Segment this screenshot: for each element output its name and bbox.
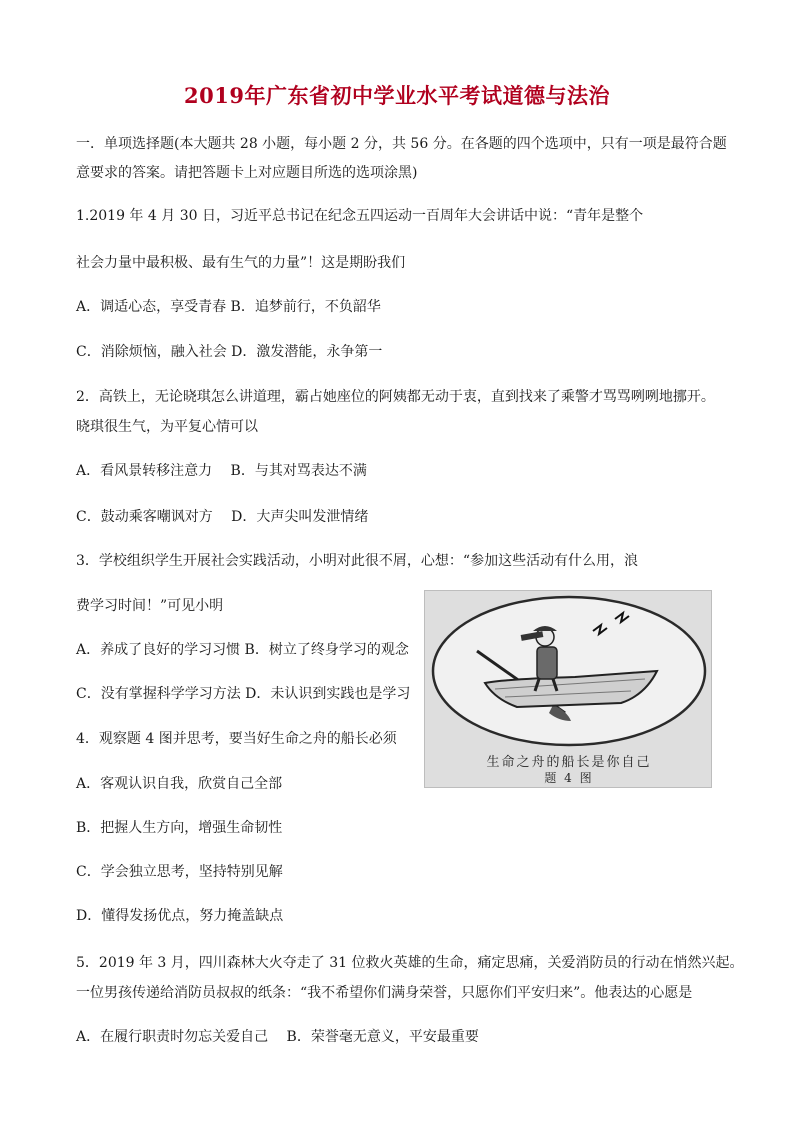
q5-stem-line-2: 一位男孩传递给消防员叔叔的纸条：“我不希望你们满身荣誉，只愿你们平安归来”。他表达的心愿是: [76, 985, 693, 1001]
q4-option-d: D．懂得发扬优点，努力掩盖缺点: [76, 908, 284, 924]
q3-stem-line-2: 费学习时间！”可见小明: [76, 598, 224, 614]
q2-stem-line-1: 2．高铁上，无论晓琪怎么讲道理，霸占她座位的阿姨都无动于衷，直到找来了乘警才骂骂咧咧地挪开。: [76, 389, 715, 405]
page-title: 2019年广东省初中学业水平考试道德与法治: [184, 83, 610, 108]
q2-option-ab: A．看风景转移注意力 B．与其对骂表达不满: [76, 463, 367, 479]
q1-stem-line-1: 1.2019 年 4 月 30 日，习近平总书记在纪念五四运动一百周年大会讲话中说：“青年是整个: [76, 208, 644, 224]
q2-option-cd: C．鼓动乘客嘲讽对方 D．大声尖叫发泄情绪: [76, 509, 369, 525]
q2-stem-line-2: 晓琪很生气，为平复心情可以: [76, 419, 258, 435]
q4-option-c: C．学会独立思考，坚持特别见解: [76, 864, 283, 880]
q3-stem-line-1: 3．学校组织学生开展社会实践活动，小明对此很不屑，心想：“参加这些活动有什么用，浪: [76, 553, 639, 569]
q1-option-ab: A．调适心态，享受青春 B．追梦前行，不负韶华: [76, 299, 381, 315]
q3-option-ab: A．养成了良好的学习习惯 B．树立了终身学习的观念: [76, 642, 409, 658]
q5-option-ab: A．在履行职责时勿忘关爱自己 B．荣誉毫无意义，平安最重要: [76, 1029, 479, 1045]
q4-stem: 4．观察题 4 图并思考，要当好生命之舟的船长必须: [76, 731, 397, 747]
figure-label: 题 4 图: [544, 771, 594, 785]
q1-option-cd: C．消除烦恼，融入社会 D．激发潜能，永争第一: [76, 344, 383, 360]
q4-option-b: B．把握人生方向，增强生命韧性: [76, 820, 283, 836]
q3-option-cd: C．没有掌握科学学习方法 D．未认识到实践也是学习: [76, 686, 411, 702]
q1-stem-line-2: 社会力量中最积极、最有生气的力量”！这是期盼我们: [76, 255, 406, 271]
q5-stem-line-1: 5．2019 年 3 月，四川森林大火夺走了 31 位救火英雄的生命，痛定思痛，关爱消防员的行动在悄然兴起。: [76, 955, 744, 971]
section-intro-line-1: 一．单项选择题(本大题共 28 小题，每小题 2 分，共 56 分。在各题的四个选项中，只有一项是最符合题: [76, 136, 727, 152]
q4-option-a: A．客观认识自我，欣赏自己全部: [76, 776, 283, 792]
section-intro-line-2: 意要求的答案。请把答题卡上对应题目所选的选项涂黑): [76, 165, 418, 181]
figure-q4-boat: [424, 590, 712, 788]
figure-caption: 生命之舟的船长是你自己: [486, 755, 652, 770]
